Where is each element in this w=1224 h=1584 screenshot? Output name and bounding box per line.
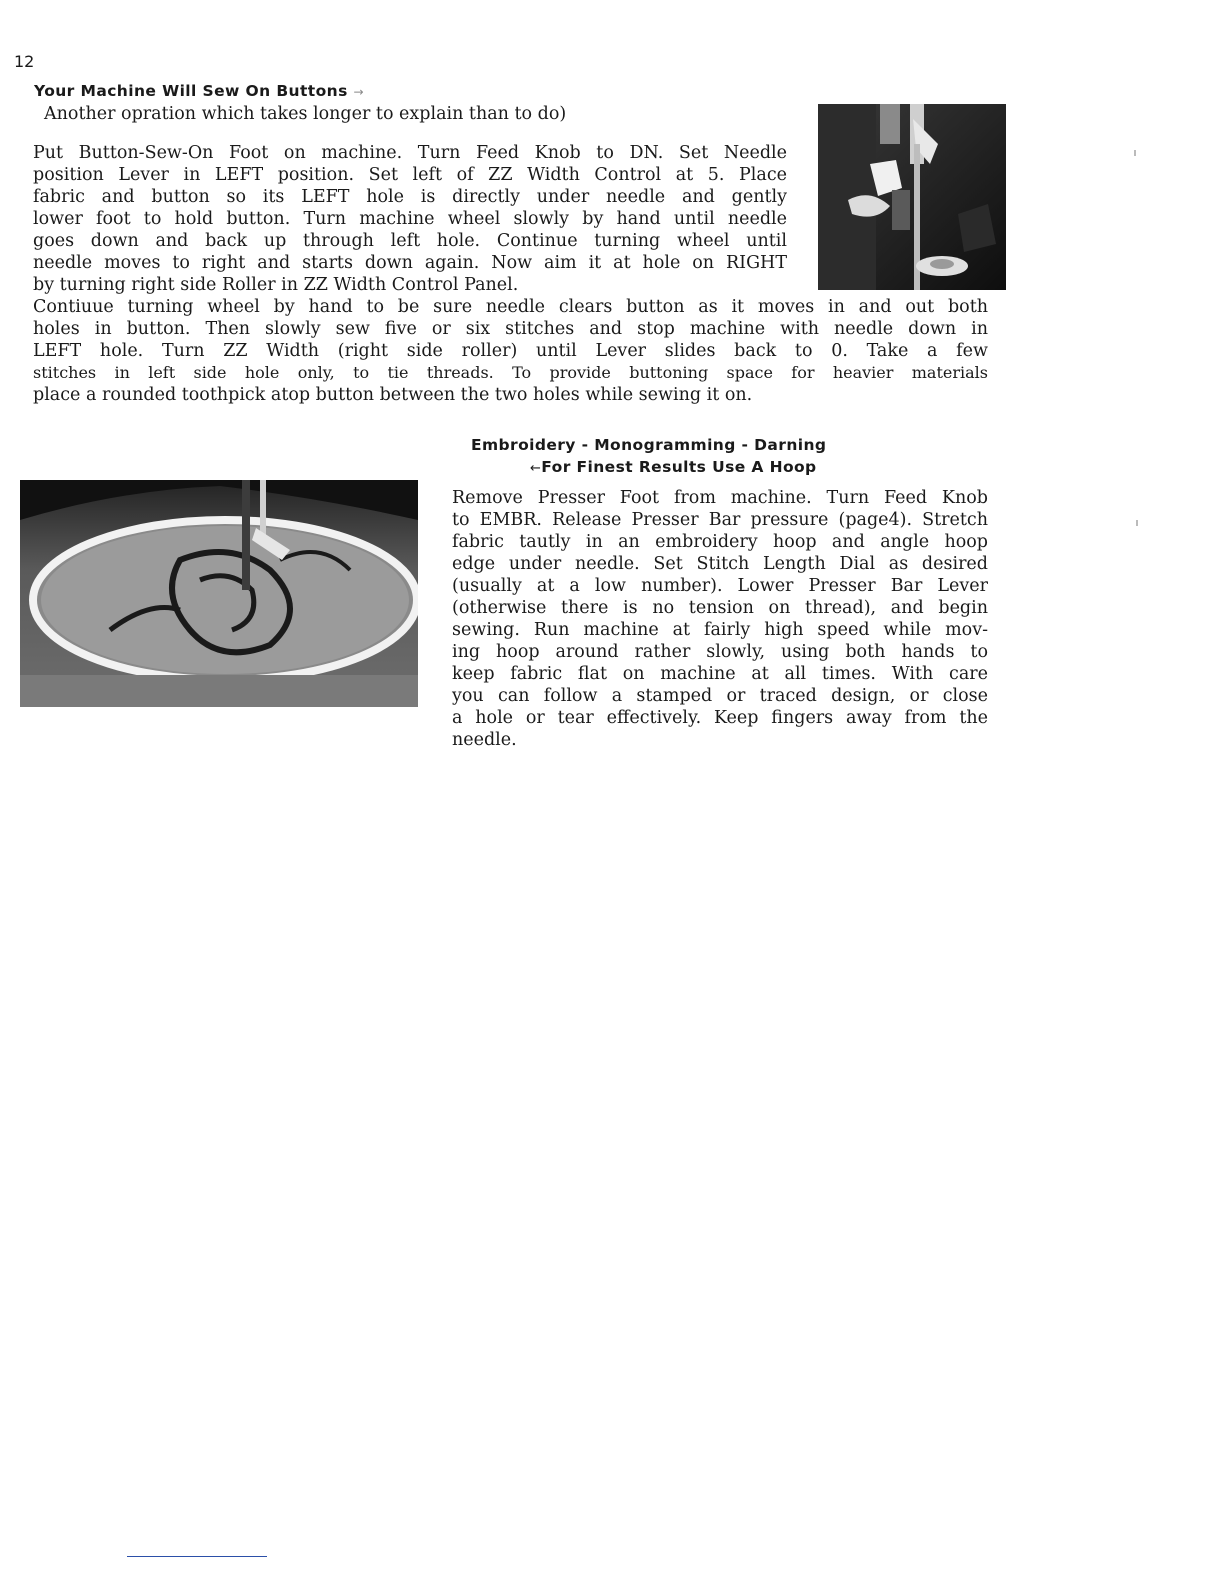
section-heading-embroidery: Embroidery - Monogramming - Darning [471,436,827,454]
photo-embroidery-hoop [20,480,418,707]
text-line: LEFT hole. Turn ZZ Width (right side roller) until Lever slides back to 0. Take a few [33,341,988,361]
text-line: (otherwise there is no tension on thread), and begin [452,598,988,618]
text-line: ing hoop around rather slowly, using both hands to [452,642,988,662]
heading-text: Your Machine Will Sew On Buttons [34,82,348,100]
text-line: needle. [452,730,517,750]
text-line: stitches in left side hole only, to tie threads. To provide buttoning space for heavier materials [33,363,988,382]
text-line: goes down and back up through left hole. Continue turning wheel until [33,231,787,251]
section-heading-buttons [34,82,364,100]
text-line: Put Button-Sew-On Foot on machine. Turn Feed Knob to DN. Set Needle [33,143,787,163]
text-line: you can follow a stamped or traced design, or close [452,686,988,706]
arrow-left-icon: ← [530,461,542,476]
text-line: fabric and button so its LEFT hole is directly under needle and gently [33,187,787,207]
footer-rule [127,1556,267,1557]
text-line: fabric tautly in an embroidery hoop and angle hoop [452,532,988,552]
page-number: 12 [14,52,35,71]
text-line: (usually at a low number). Lower Presser Bar Lever [452,576,988,596]
paragraph-buttons-full [33,296,988,406]
text-line: by turning right side Roller in ZZ Width Control Panel. [33,275,519,295]
text-line: a hole or tear effectively. Keep fingers away from the [452,708,988,728]
text-line: edge under needle. Set Stitch Length Dial as desired [452,554,988,574]
paragraph-buttons-narrow [33,142,787,296]
photo-embroidery-hoop-graphic [20,480,418,707]
text-line: keep fabric flat on machine at all times. With care [452,664,988,684]
scan-speck [1136,520,1138,526]
intro-line: Another opration which takes longer to explain than to do) [44,104,567,124]
text-line: to EMBR. Release Presser Bar pressure (page4). Stretch [452,510,988,530]
photo-button-sewing [818,104,1006,290]
paragraph-embroidery [452,487,988,751]
scan-speck [1134,150,1136,156]
text-line: sewing. Run machine at fairly high speed while mov- [452,620,988,640]
subheading-text: For Finest Results Use A Hoop [541,458,817,476]
text-line: lower foot to hold button. Turn machine wheel slowly by hand until needle [33,209,787,229]
text-line: Contiuue turning wheel by hand to be sure needle clears button as it moves in and out both [33,297,988,317]
text-line: Remove Presser Foot from machine. Turn Feed Knob [452,488,988,508]
arrow-right-icon: → [353,85,364,99]
text-line: position Lever in LEFT position. Set left of ZZ Width Control at 5. Place [33,165,787,185]
text-line: place a rounded toothpick atop button between the two holes while sewing it on. [33,385,753,405]
photo-button-sewing-graphic [818,104,1006,290]
text-line: holes in button. Then slowly sew five or six stitches and stop machine with needle down in [33,319,988,339]
section-subheading-hoop [530,458,817,476]
text-line: needle moves to right and starts down again. Now aim it at hole on RIGHT [33,253,787,273]
